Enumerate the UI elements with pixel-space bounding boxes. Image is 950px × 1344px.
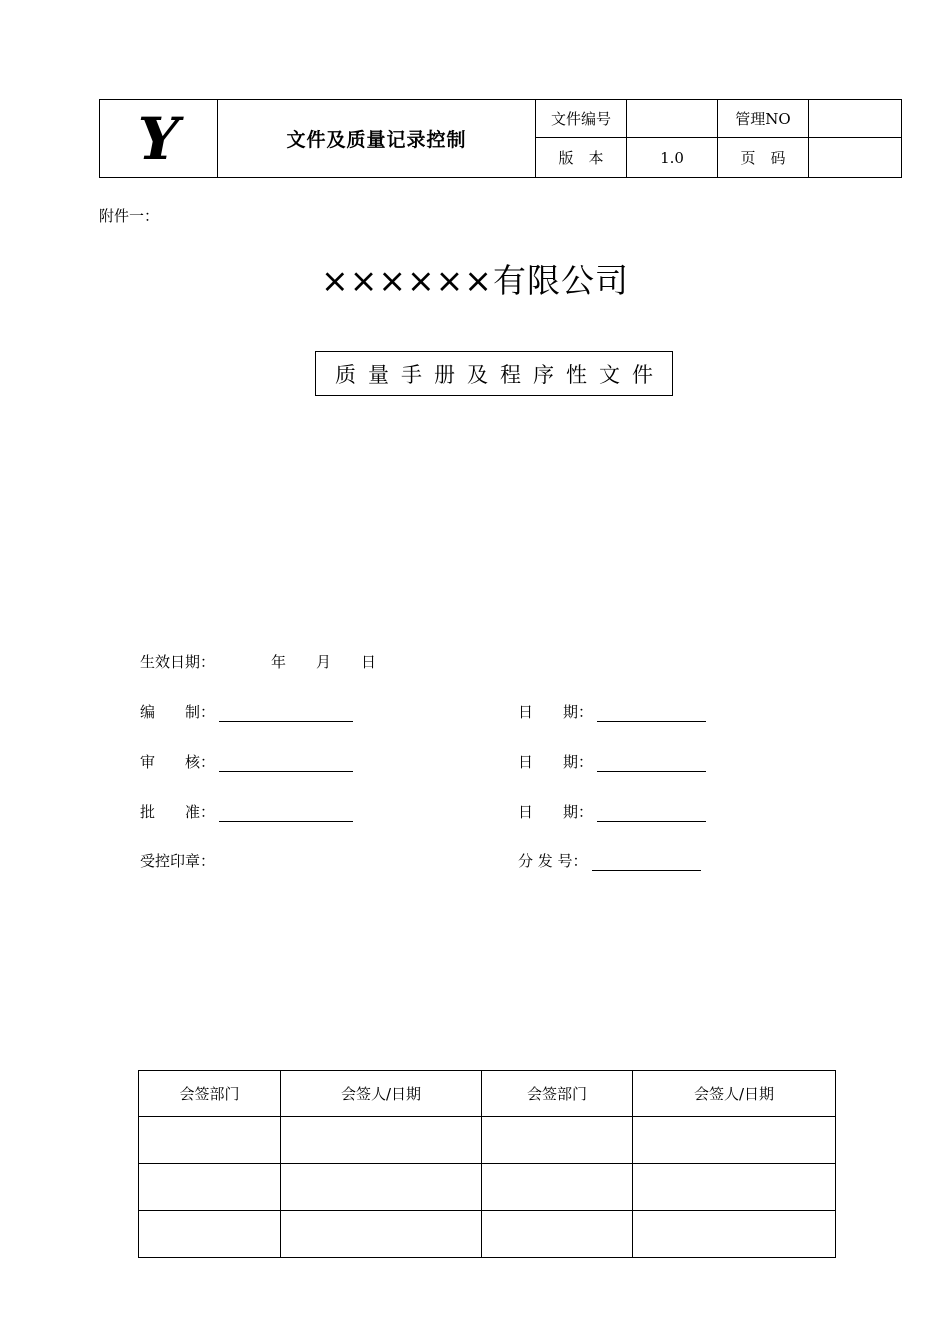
company-name: ××××××有限公司 <box>321 261 629 300</box>
approved-date-row <box>518 801 706 822</box>
compiled-label: 编 制： <box>140 703 216 721</box>
countersign-header-department: 会签部门 <box>482 1071 633 1117</box>
countersign-header-signer-date: 会签人/日期 <box>633 1071 836 1117</box>
approved-date-line[interactable] <box>597 805 706 822</box>
countersign-header-department: 会签部门 <box>139 1071 281 1117</box>
countersign-table <box>138 1070 836 1258</box>
document-subtitle: 质量手册及程序性文件 <box>335 362 665 387</box>
reviewed-date-line[interactable] <box>597 755 706 772</box>
table-cell[interactable] <box>482 1211 633 1258</box>
approved-row <box>140 801 353 822</box>
company-logo <box>100 100 218 178</box>
table-cell[interactable] <box>633 1117 836 1164</box>
table-cell[interactable] <box>281 1211 482 1258</box>
table-cell[interactable] <box>633 1211 836 1258</box>
controlled-stamp-label: 受控印章： <box>140 852 216 870</box>
table-cell[interactable] <box>139 1164 281 1211</box>
approved-label: 批 准： <box>140 803 216 821</box>
table-cell[interactable] <box>139 1117 281 1164</box>
version-label: 版 本 <box>536 138 627 178</box>
management-number-value <box>809 100 902 138</box>
attachment-label: 附件一： <box>99 207 160 225</box>
table-cell[interactable] <box>482 1117 633 1164</box>
management-number-label: 管理NO <box>718 100 809 138</box>
document-header-table <box>99 99 902 178</box>
effective-date-row <box>140 651 376 672</box>
distribution-number-label: 分 发 号： <box>518 852 588 870</box>
table-cell[interactable] <box>281 1117 482 1164</box>
document-subtitle-box <box>315 351 673 396</box>
approved-date-label: 日 期： <box>518 803 594 821</box>
effective-date-label: 生效日期： <box>140 653 216 671</box>
file-number-label: 文件编号 <box>536 100 627 138</box>
document-control-title: 文件及质量记录控制 <box>286 129 467 151</box>
compiled-date-line[interactable] <box>597 705 706 722</box>
reviewed-signature-line[interactable] <box>219 755 353 772</box>
reviewed-label: 审 核： <box>140 753 216 771</box>
page-value <box>809 138 902 178</box>
compiled-signature-line[interactable] <box>219 705 353 722</box>
logo-mark: Y <box>137 104 180 173</box>
controlled-stamp-row <box>140 850 215 871</box>
reviewed-row <box>140 751 353 772</box>
reviewed-date-row <box>518 751 706 772</box>
version-value: 1.0 <box>627 138 718 178</box>
table-row <box>139 1211 836 1258</box>
reviewed-date-label: 日 期： <box>518 753 594 771</box>
distribution-number-row <box>518 850 701 871</box>
page-label: 页 码 <box>718 138 809 178</box>
countersign-header-signer-date: 会签人/日期 <box>281 1071 482 1117</box>
table-cell[interactable] <box>139 1211 281 1258</box>
table-row <box>139 1164 836 1211</box>
compiled-date-label: 日 期： <box>518 703 594 721</box>
table-row <box>139 1117 836 1164</box>
table-cell[interactable] <box>482 1164 633 1211</box>
table-cell[interactable] <box>281 1164 482 1211</box>
effective-date-value: 年 月 日 <box>271 653 377 671</box>
distribution-number-line[interactable] <box>592 854 701 871</box>
table-cell[interactable] <box>633 1164 836 1211</box>
countersign-header-row <box>139 1071 836 1117</box>
header-title-cell <box>218 100 536 178</box>
compiled-row <box>140 701 353 722</box>
compiled-date-row <box>518 701 706 722</box>
file-number-value <box>627 100 718 138</box>
approved-signature-line[interactable] <box>219 805 353 822</box>
